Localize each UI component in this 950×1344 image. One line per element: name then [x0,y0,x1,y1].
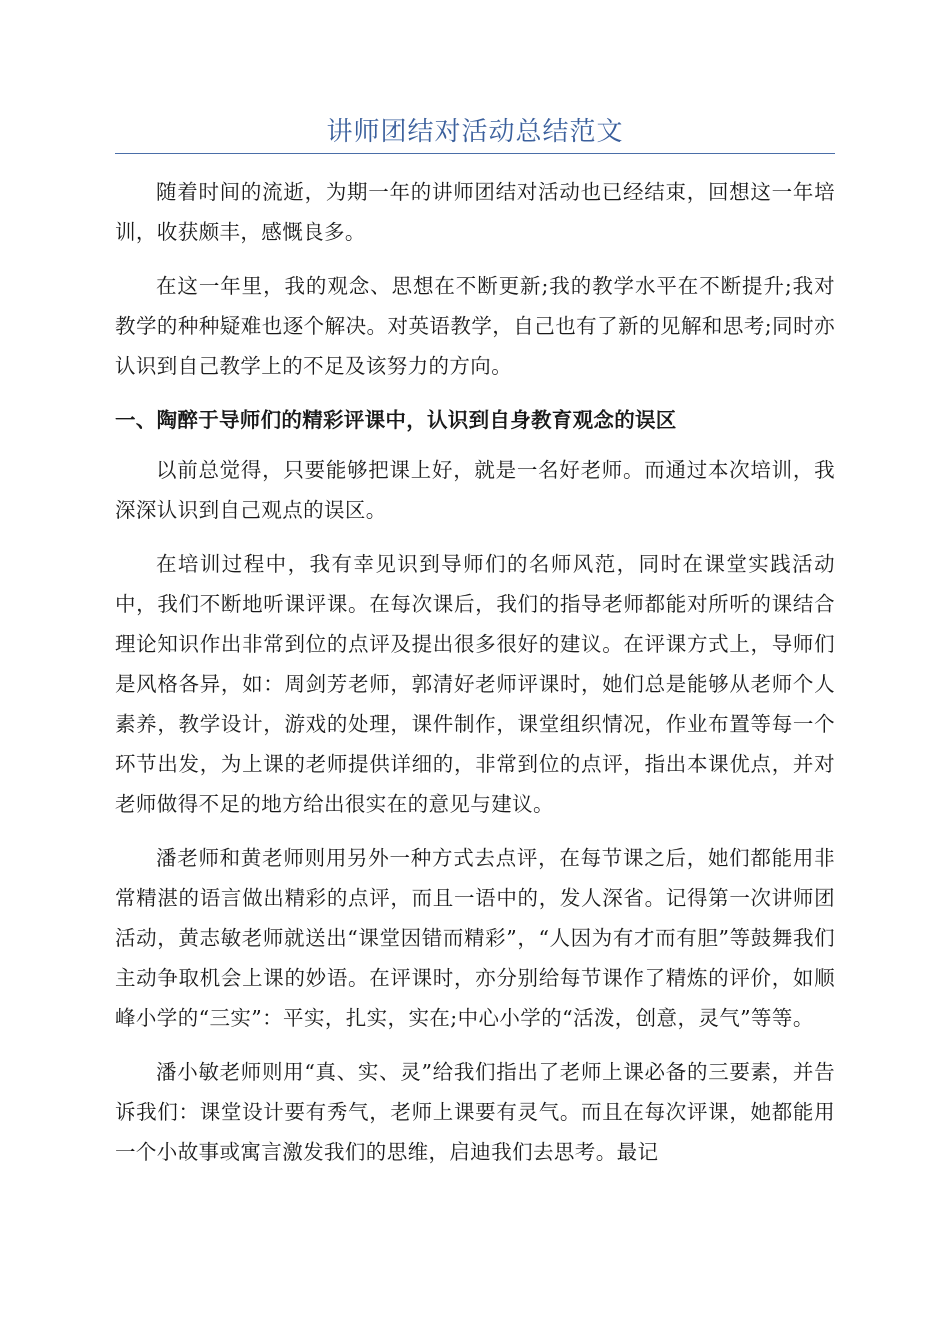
section-paragraph: 在培训过程中，我有幸见识到导师们的名师风范，同时在课堂实践活动中，我们不断地听课评课。在每次课后，我们的指导老师都能对所听的课结合理论知识作出非常到位的点评及提出很多很好的建议。在评课方式上，导师们是风格各异，如：周剑芳老师，郭清好老师评课时，她们总是能够从老师个人素养，教学设计，游戏的处理，课件制作，课堂组织情况，作业布置等每一个环节出发，为上课的老师提供详细的，非常到位的点评，指出本课优点，并对老师做得不足的地方给出很实在的意见与建议。 [115,552,835,816]
title-underline [115,153,835,154]
section-paragraph: 以前总觉得，只要能够把课上好，就是一名好老师。而通过本次培训，我深深认识到自己观点的误区。 [115,458,835,522]
intro-paragraph: 随着时间的流逝，为期一年的讲师团结对活动也已经结束，回想这一年培训，收获颇丰，感慨良多。 [115,180,835,244]
section-paragraph: 潘小敏老师则用“真、实、灵”给我们指出了老师上课必备的三要素，并告诉我们：课堂设计要有秀气，老师上课要有灵气。而且在每次评课，她都能用一个小故事或寓言激发我们的思维，启迪我们去思考。最记 [115,1060,835,1164]
document-body [115,172,835,1186]
section-paragraph: 潘老师和黄老师则用另外一种方式去点评，在每节课之后，她们都能用非常精湛的语言做出精彩的点评，而且一语中的，发人深省。记得第一次讲师团活动，黄志敏老师就送出“课堂因错而精彩”，“人因为有才而有胆”等鼓舞我们主动争取机会上课的妙语。在评课时，亦分别给每节课作了精炼的评价，如顺峰小学的“三实”：平实，扎实，实在;中心小学的“活泼，创意，灵气”等等。 [115,846,835,1030]
intro-paragraph: 在这一年里，我的观念、思想在不断更新;我的教学水平在不断提升;我对教学的种种疑难也逐个解决。对英语教学，自己也有了新的见解和思考;同时亦认识到自己教学上的不足及该努力的方向。 [115,274,835,378]
section-heading: 一、陶醉于导师们的精彩评课中，认识到自身教育观念的误区 [115,408,677,432]
document-title: 讲师团结对活动总结范文 [326,117,624,147]
